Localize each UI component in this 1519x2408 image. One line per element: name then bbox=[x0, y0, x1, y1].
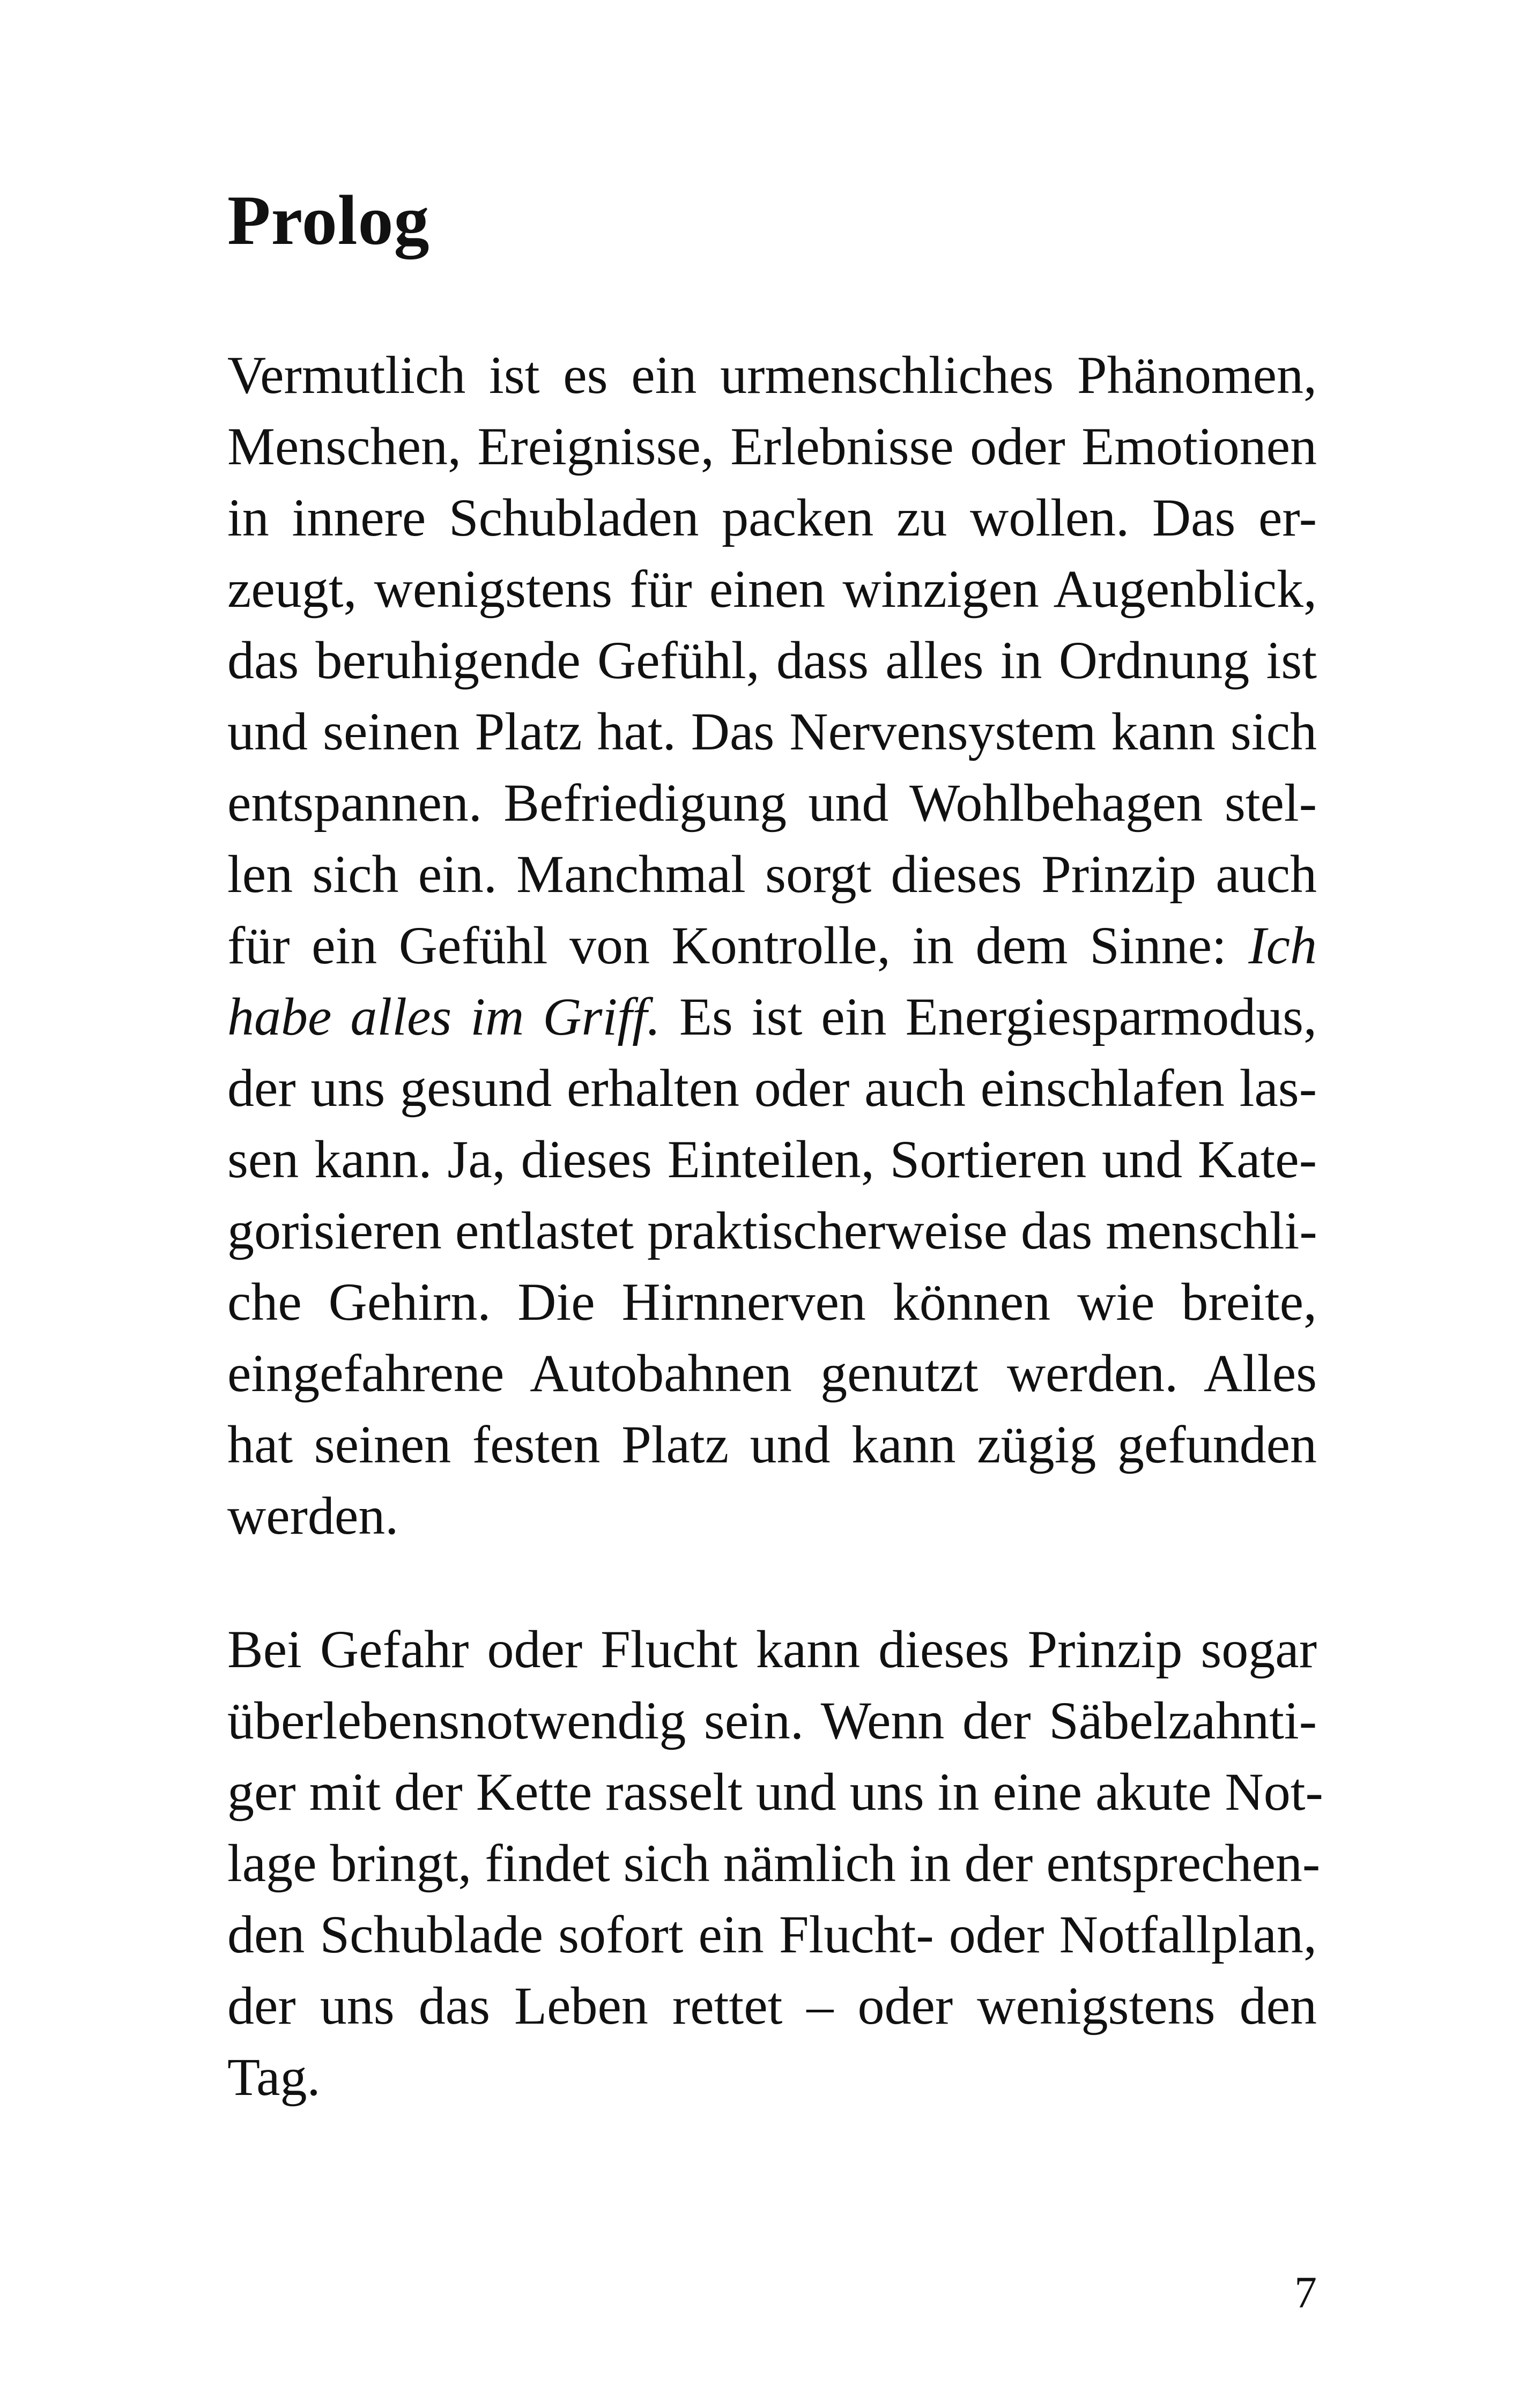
paragraph-2-line: lage bringt, findet sich nämlich in der entsprechen- bbox=[227, 1833, 1321, 1893]
line-text: Es ist ein Energiesparmodus, bbox=[679, 987, 1317, 1046]
paragraph-1-line: werden. bbox=[227, 1486, 399, 1545]
paragraph-1-line: che Gehirn. Die Hirnnerven können wie breite, bbox=[227, 1272, 1317, 1332]
paragraph-1-line: zeugt, wenigstens für einen winzigen Augenblick, bbox=[227, 559, 1317, 619]
paragraph-1-line: Vermutlich ist es ein urmenschliches Phänomen, bbox=[227, 345, 1317, 405]
paragraph-1-line: hat seinen festen Platz und kann zügig gefunden bbox=[227, 1415, 1317, 1474]
paragraph-2-line: überlebensnotwendig sein. Wenn der Säbelzahnti- bbox=[227, 1691, 1317, 1750]
paragraph-1-line: entspannen. Befriedigung und Wohlbehagen stel- bbox=[227, 773, 1317, 833]
line-text: für ein Gefühl von Kontrolle, in dem Sinne: bbox=[227, 916, 1227, 975]
paragraph-1-line: eingefahrene Autobahnen genutzt werden. Alles bbox=[227, 1343, 1317, 1403]
paragraph-2-line: Bei Gefahr oder Flucht kann dieses Prinzip sogar bbox=[227, 1619, 1317, 1679]
paragraph-2-line: den Schublade sofort ein Flucht- oder Notfallplan, bbox=[227, 1905, 1317, 1964]
page-number: 7 bbox=[1294, 2268, 1317, 2317]
paragraph-1-line: Menschen, Ereignisse, Erlebnisse oder Emotionen bbox=[227, 417, 1317, 476]
paragraph-1-line: der uns gesund erhalten oder auch einschlafen las- bbox=[227, 1058, 1317, 1118]
paragraph-1-line: und seinen Platz hat. Das Nervensystem kann sich bbox=[227, 702, 1317, 761]
paragraph-1-line bbox=[227, 916, 1317, 975]
paragraph-1-line: gorisieren entlastet praktischerweise das menschli- bbox=[227, 1201, 1317, 1260]
italic-text: Ich bbox=[1248, 916, 1317, 975]
paragraph-1-line: das beruhigende Gefühl, dass alles in Ordnung ist bbox=[227, 630, 1317, 690]
paragraph-1-line: in innere Schubladen packen zu wollen. Das er- bbox=[227, 488, 1317, 547]
chapter-heading: Prolog bbox=[227, 181, 430, 259]
paragraph-1-line: len sich ein. Manchmal sorgt dieses Prinzip auch bbox=[227, 844, 1317, 904]
paragraph-1-line bbox=[227, 987, 1317, 1046]
italic-text: habe alles im Griff. bbox=[227, 987, 661, 1046]
paragraph-2-line: der uns das Leben rettet – oder wenigstens den bbox=[227, 1976, 1317, 2035]
paragraph-1-line: sen kann. Ja, dieses Einteilen, Sortieren und Kate- bbox=[227, 1129, 1317, 1189]
paragraph-2-line: Tag. bbox=[227, 2047, 321, 2107]
paragraph-2-line: ger mit der Kette rasselt und uns in eine akute Not- bbox=[227, 1762, 1323, 1822]
